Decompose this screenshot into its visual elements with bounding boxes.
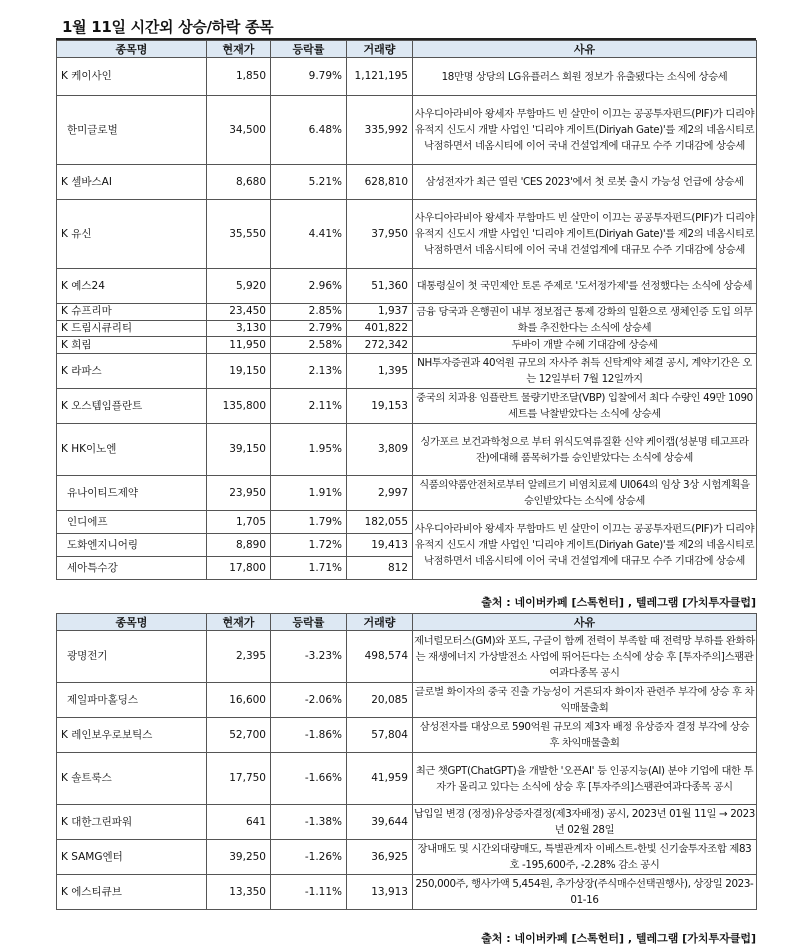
stock-price: 23,450 — [207, 304, 271, 321]
stock-change: 2.13% — [271, 354, 347, 389]
stock-name: K 레인보우로보틱스 — [57, 718, 207, 753]
stock-price: 17,750 — [207, 753, 271, 805]
col-header-change: 등락률 — [271, 614, 347, 631]
stock-change: -1.26% — [271, 840, 347, 875]
stock-volume: 19,153 — [347, 389, 413, 424]
stock-price: 2,395 — [207, 631, 271, 683]
table-row — [57, 389, 757, 424]
stock-volume: 41,959 — [347, 753, 413, 805]
stock-price: 135,800 — [207, 389, 271, 424]
stock-name: K 라파스 — [57, 354, 207, 389]
table-row — [57, 753, 757, 805]
stock-name: K 예스24 — [57, 269, 207, 304]
stock-change: -1.66% — [271, 753, 347, 805]
table-row — [57, 337, 757, 354]
stock-reason: 최근 챗GPT(ChatGPT)을 개발한 '오픈AI' 등 인공지능(AI) 분야 기업에 대한 투자가 몰리고 있다는 소식에 상승 후 [투자주의]스팸관여과다종목 공시 — [413, 753, 757, 805]
table-row — [57, 631, 757, 683]
stock-name: 제일파마홀딩스 — [57, 683, 207, 718]
stock-volume: 37,950 — [347, 200, 413, 269]
table-row — [57, 718, 757, 753]
stock-reason: 납입일 변경 (정정)유상증자결정(제3자배정) 공시, 2023년 01월 11일 → 2023년 02월 28일 — [413, 805, 757, 840]
stock-price: 11,950 — [207, 337, 271, 354]
stock-volume: 20,085 — [347, 683, 413, 718]
stock-price: 8,890 — [207, 534, 271, 557]
stock-volume: 498,574 — [347, 631, 413, 683]
stock-volume: 1,395 — [347, 354, 413, 389]
stock-price: 39,150 — [207, 424, 271, 476]
stock-change: 1.72% — [271, 534, 347, 557]
stock-change: 9.79% — [271, 58, 347, 96]
table-row — [57, 875, 757, 910]
col-header-volume: 거래량 — [347, 41, 413, 58]
stock-volume: 401,822 — [347, 320, 413, 337]
stock-volume: 182,055 — [347, 511, 413, 534]
source-credit: 출처 : 네이버카페 [스톡헌터] , 텔레그램 [가치투자클럽] — [481, 596, 756, 609]
table-row — [57, 354, 757, 389]
table-row — [57, 511, 757, 534]
stock-reason: NH투자증권과 40억원 규모의 자사주 취득 신탁계약 체결 공시, 계약기간은 오는 12일부터 7월 12일까지 — [413, 354, 757, 389]
stock-change: 4.41% — [271, 200, 347, 269]
col-header-name: 종목명 — [57, 41, 207, 58]
stock-reason: 중국의 치과용 임플란트 물량기반조달(VBP) 입찰에서 최다 수량인 49만 1090세트를 낙찰받았다는 소식에 상승세 — [413, 389, 757, 424]
stock-volume: 812 — [347, 557, 413, 580]
table-row — [57, 200, 757, 269]
stock-volume: 39,644 — [347, 805, 413, 840]
stock-change: 1.91% — [271, 476, 347, 511]
source-credit: 출처 : 네이버카페 [스톡헌터] , 텔레그램 [가치투자클럽] — [481, 932, 756, 945]
stock-volume: 272,342 — [347, 337, 413, 354]
col-header-price: 현재가 — [207, 614, 271, 631]
stock-reason: 장내매도 및 시간외대량매도, 특별관계자 이베스트-한빛 신기술투자조합 제83호 -195,600주, -2.28% 감소 공시 — [413, 840, 757, 875]
stock-reason: 사우디아라비아 왕세자 무함마드 빈 살만이 이끄는 공공투자펀드(PIF)가 디리야 유적지 신도시 개발 사업인 '디리야 게이트(Diriyah Gate)'를 제2의 네옴시티로 낙점하면서 네옴시티에 이어 국내 건설업계에 대규모 수주 기대감에 상승세 — [413, 96, 757, 165]
stock-change: 1.95% — [271, 424, 347, 476]
stock-volume: 1,121,195 — [347, 58, 413, 96]
stock-volume: 1,937 — [347, 304, 413, 321]
table-row — [57, 304, 757, 321]
stock-name: K 오스템임플란트 — [57, 389, 207, 424]
stock-reason: 싱가포르 보건과학청으로 부터 위식도역류질환 신약 케이캡(성분명 테고프라잔)에대해 품목허가를 승인받았다는 소식에 상승세 — [413, 424, 757, 476]
col-header-reason: 사유 — [413, 41, 757, 58]
stock-volume: 57,804 — [347, 718, 413, 753]
stock-change: -2.06% — [271, 683, 347, 718]
stock-name: 세아특수강 — [57, 557, 207, 580]
stock-name: 유나이티드제약 — [57, 476, 207, 511]
table-row — [57, 96, 757, 165]
stock-reason: 대통령실이 첫 국민제안 토론 주제로 '도서정가제'를 선정했다는 소식에 상승세 — [413, 269, 757, 304]
stock-reason: 글로벌 화이자의 중국 진출 가능성이 거론되자 화이자 관련주 부각에 상승 후 차익매물출회 — [413, 683, 757, 718]
stock-price: 13,350 — [207, 875, 271, 910]
stock-change: 2.11% — [271, 389, 347, 424]
stock-volume: 335,992 — [347, 96, 413, 165]
stock-change: -1.11% — [271, 875, 347, 910]
stock-name: K 솔트룩스 — [57, 753, 207, 805]
stock-name: K 에스티큐브 — [57, 875, 207, 910]
stock-reason: 사우디아라비아 왕세자 무함마드 빈 살만이 이끄는 공공투자펀드(PIF)가 디리야 유적지 신도시 개발 사업인 '디리야 게이트(Diriyah Gate)'를 제2의 네옴시티로 낙점하면서 네옴시티에 이어 국내 건설업계에 대규모 수주 기대감에 상승세 — [413, 511, 757, 580]
stock-name: 인디에프 — [57, 511, 207, 534]
stock-reason: 두바이 개발 수혜 기대감에 상승세 — [413, 337, 757, 354]
stock-change: 2.96% — [271, 269, 347, 304]
table-header-row — [57, 41, 757, 58]
stock-reason: 삼성전자를 대상으로 590억원 규모의 제3자 배정 유상증자 결정 부각에 상승 후 차익매물출회 — [413, 718, 757, 753]
stock-price: 39,250 — [207, 840, 271, 875]
stock-volume: 36,925 — [347, 840, 413, 875]
stock-change: 1.71% — [271, 557, 347, 580]
stock-name: 도화엔지니어링 — [57, 534, 207, 557]
stock-price: 19,150 — [207, 354, 271, 389]
stock-name: K 슈프리마 — [57, 304, 207, 321]
stock-name: 한미글로벌 — [57, 96, 207, 165]
falling-stocks-table — [56, 613, 757, 910]
col-header-name: 종목명 — [57, 614, 207, 631]
stock-reason: 사우디아라비아 왕세자 무함마드 빈 살만이 이끄는 공공투자펀드(PIF)가 디리야 유적지 신도시 개발 사업인 '디리야 게이트(Diriyah Gate)'를 제2의 네옴시티로 낙점하면서 네옴시티에 이어 국내 건설업계에 대규모 수주 기대감에 상승세 — [413, 200, 757, 269]
stock-change: 2.85% — [271, 304, 347, 321]
stock-price: 5,920 — [207, 269, 271, 304]
col-header-change: 등락률 — [271, 41, 347, 58]
stock-reason: 삼성전자가 최근 열린 'CES 2023'에서 첫 로봇 출시 가능성 언급에 상승세 — [413, 165, 757, 200]
stock-volume: 51,360 — [347, 269, 413, 304]
stock-volume: 3,809 — [347, 424, 413, 476]
stock-reason: 18만명 상당의 LG유플러스 회원 정보가 유출됐다는 소식에 상승세 — [413, 58, 757, 96]
stock-reason: 금융 당국과 은행권이 내부 정보접근 통제 강화의 일환으로 생체인증 도입 의무화를 추진한다는 소식에 상승세 — [413, 304, 757, 337]
stock-price: 34,500 — [207, 96, 271, 165]
stock-price: 17,800 — [207, 557, 271, 580]
stock-price: 16,600 — [207, 683, 271, 718]
stock-reason: 250,000주, 행사가액 5,454원, 추가상장(주식매수선택권행사), 상장일 2023-01-16 — [413, 875, 757, 910]
stock-change: -1.38% — [271, 805, 347, 840]
stock-price: 641 — [207, 805, 271, 840]
stock-price: 3,130 — [207, 320, 271, 337]
stock-change: 1.79% — [271, 511, 347, 534]
stock-price: 23,950 — [207, 476, 271, 511]
table-row — [57, 683, 757, 718]
table-row — [57, 476, 757, 511]
stock-name: K HK이노엔 — [57, 424, 207, 476]
stock-reason: 제너럴모터스(GM)와 포드, 구글이 함께 전력이 부족할 때 전력망 부하를 완화하는 재생에너지 가상발전소 사업에 뛰어든다는 소식에 상승 후 [투자주의]스팸관여과다종목 공시 — [413, 631, 757, 683]
table-row — [57, 424, 757, 476]
stock-name: K 대한그린파워 — [57, 805, 207, 840]
stock-volume: 13,913 — [347, 875, 413, 910]
table-row — [57, 805, 757, 840]
table-row — [57, 58, 757, 96]
stock-name: 광명전기 — [57, 631, 207, 683]
col-header-reason: 사유 — [413, 614, 757, 631]
table-row — [57, 840, 757, 875]
stock-reason: 식품의약품안전처로부터 알레르기 비염치료제 UI064의 임상 3상 시험계획을 승인받았다는 소식에 상승세 — [413, 476, 757, 511]
stock-name: K 드림시큐리티 — [57, 320, 207, 337]
stock-change: -3.23% — [271, 631, 347, 683]
stock-name: K 셀바스AI — [57, 165, 207, 200]
table-row — [57, 269, 757, 304]
stock-price: 35,550 — [207, 200, 271, 269]
stock-name: K SAMG엔터 — [57, 840, 207, 875]
stock-name: K 케이사인 — [57, 58, 207, 96]
stock-name: K 희림 — [57, 337, 207, 354]
stock-change: 2.79% — [271, 320, 347, 337]
stock-price: 52,700 — [207, 718, 271, 753]
stock-name: K 유신 — [57, 200, 207, 269]
col-header-volume: 거래량 — [347, 614, 413, 631]
stock-change: -1.86% — [271, 718, 347, 753]
stock-volume: 19,413 — [347, 534, 413, 557]
stock-change: 6.48% — [271, 96, 347, 165]
rising-stocks-table — [56, 40, 757, 580]
page-title: 1월 11일 시간외 상승/하락 종목 — [62, 18, 274, 36]
stock-price: 8,680 — [207, 165, 271, 200]
stock-volume: 628,810 — [347, 165, 413, 200]
table-row — [57, 165, 757, 200]
stock-price: 1,705 — [207, 511, 271, 534]
stock-change: 2.58% — [271, 337, 347, 354]
stock-price: 1,850 — [207, 58, 271, 96]
table-header-row — [57, 614, 757, 631]
stock-change: 5.21% — [271, 165, 347, 200]
stock-volume: 2,997 — [347, 476, 413, 511]
col-header-price: 현재가 — [207, 41, 271, 58]
